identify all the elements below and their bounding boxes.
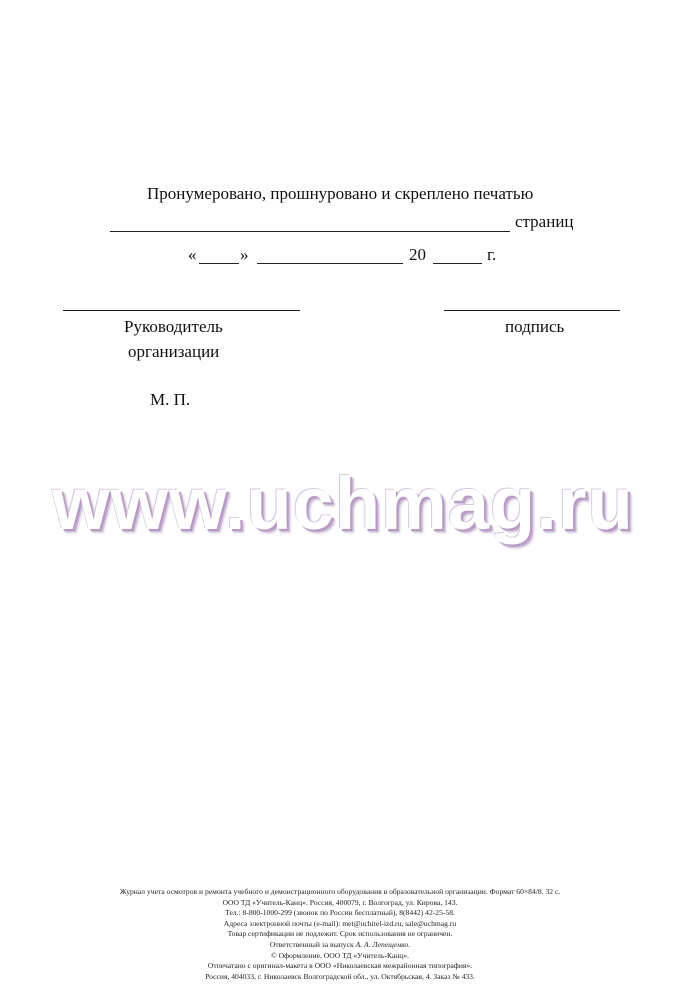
head-name-line xyxy=(63,310,300,311)
year-suffix: г. xyxy=(487,245,497,264)
month-line xyxy=(257,263,403,264)
date-open-quote: « xyxy=(188,245,197,264)
imprint-line: © Оформление. ООО ТД «Учитель-Канц». xyxy=(270,950,410,960)
date-close-quote: » xyxy=(240,245,249,264)
watermark: www.uchmag.ru xyxy=(52,462,634,545)
year-prefix: 20 xyxy=(409,245,426,264)
imprint-line: Журнал учета осмотров и ремонта учебного и демонстрационного оборудования в образовательной организации. Формат 60×84/8. 32 с. xyxy=(119,887,561,896)
head-label: Руководитель xyxy=(124,317,223,336)
imprint-line: Тел.: 8-800-1000-299 (звонок по России бесплатный), 8(8442) 42-25-58. xyxy=(225,908,455,918)
imprint-line: ООО ТД «Учитель-Канц». Россия, 400079, г. Волгоград, ул. Кирова, 143. xyxy=(222,897,458,907)
imprint-line xyxy=(0,940,680,951)
imprint-line: Отпечатано с оригинал-макета в ООО «Николаевская межрайонная типография». xyxy=(207,961,473,971)
imprint-block xyxy=(0,887,680,982)
pages-label: страниц xyxy=(515,212,574,231)
signature-label: подпись xyxy=(505,317,565,336)
responsible-prefix: Ответственный за выпуск xyxy=(269,939,354,949)
stamp-label: М. П. xyxy=(150,390,191,409)
year-line xyxy=(433,263,482,264)
responsible-name: А. А. Лепещенко. xyxy=(355,939,411,949)
imprint-line: Россия, 404033, г. Николаевск Волгоградской обл., ул. Октябрьская, 4. Заказ № 433. xyxy=(205,971,475,981)
imprint-line: Товар сертификации не подлежит. Срок использования не ограничен. xyxy=(227,929,453,939)
day-line xyxy=(199,263,239,264)
imprint-line: Адреса электронной почты (e-mail): met@uchitel-izd.ru, sale@uchmag.ru xyxy=(223,918,457,928)
signature-line xyxy=(444,310,620,311)
page-count-line xyxy=(110,231,510,232)
certification-text: Пронумеровано, прошнуровано и скреплено печатью xyxy=(147,184,534,203)
organization-label: организации xyxy=(128,342,220,361)
